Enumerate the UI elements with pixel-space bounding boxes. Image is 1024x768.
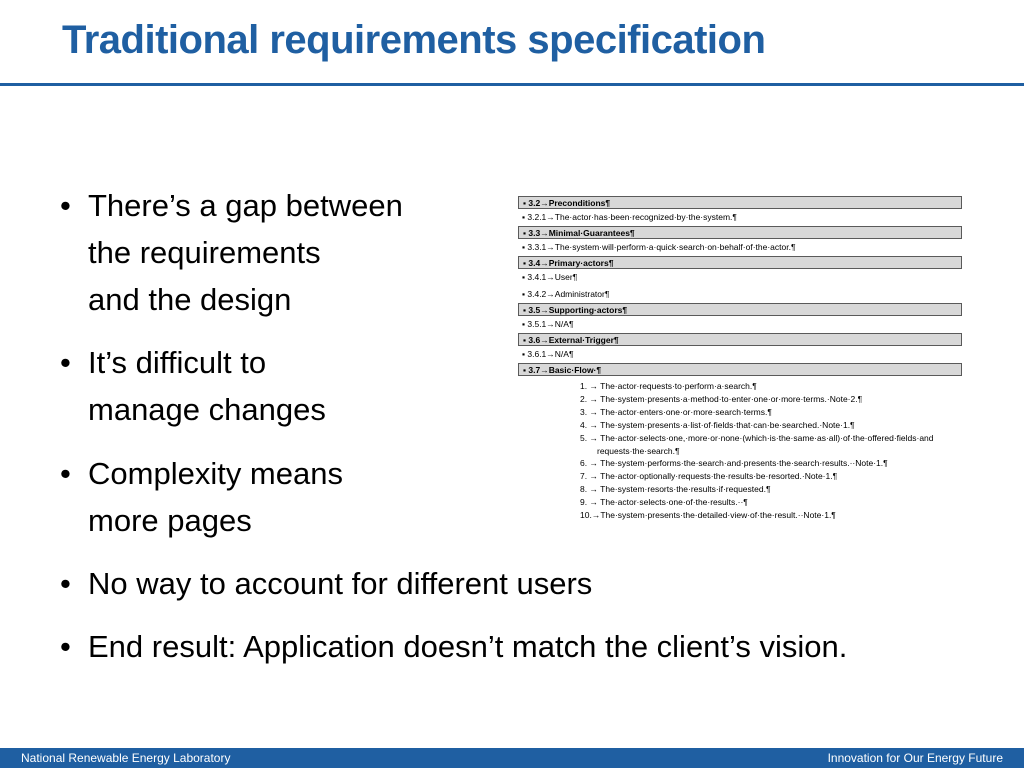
flow-step <box>580 406 962 419</box>
bullet-line: • Complexity means <box>88 455 343 491</box>
section-heading: ▪ 3.6→External·Trigger¶ <box>518 333 962 346</box>
bullet-line: • End result: Application doesn’t match the client’s vision. <box>88 628 848 664</box>
section-heading: ▪ 3.3→Minimal·Guarantees¶ <box>518 226 962 239</box>
flow-step-text: 5. → The·actor·selects·one,·more·or·none·(which·is·the·same·as·all)·of·the·offered·fields·and <box>580 432 934 443</box>
section-item: ▪ 3.5.1→N/A¶ <box>522 319 574 329</box>
section-item: ▪ 3.4.1→User¶ <box>522 272 578 282</box>
basic-flow-list <box>518 380 962 522</box>
flow-step <box>580 483 962 496</box>
section-heading: ▪ 3.2→Preconditions¶ <box>518 196 962 209</box>
section-heading: ▪ 3.5→Supporting·actors¶ <box>518 303 962 316</box>
flow-step-text: 2. → The·system·presents·a·method·to·enter·one·or·more·terms.·Note·2.¶ <box>580 393 863 404</box>
flow-step-continuation: requests·the·search.¶ <box>597 445 680 456</box>
section-heading: ▪ 3.7→Basic·Flow·¶ <box>518 363 962 376</box>
footer-organization: National Renewable Energy Laboratory <box>21 751 231 765</box>
flow-step <box>580 432 962 458</box>
flow-step <box>580 509 962 522</box>
section-item: ▪ 3.6.1→N/A¶ <box>522 349 574 359</box>
flow-step-text: 10.→The·system·presents·the·detailed·view·of·the·result.··Note·1.¶ <box>580 510 836 521</box>
flow-step <box>580 380 962 393</box>
section-item: ▪ 3.2.1→The·actor·has·been·recognized·by·the·system.¶ <box>522 212 737 222</box>
title-divider <box>0 83 1024 86</box>
flow-step <box>580 470 962 483</box>
slide-title: Traditional requirements specification <box>62 18 766 62</box>
flow-step-text: 3. → The·actor·enters·one·or·more·search·terms.¶ <box>580 406 772 417</box>
footer-bar <box>0 748 1024 768</box>
flow-step <box>580 393 962 406</box>
flow-step-text: 4. → The·system·presents·a·list·of·fields·that·can·be·searched.·Note·1.¶ <box>580 419 855 430</box>
flow-step <box>580 496 962 509</box>
bullet-line: the requirements <box>88 235 321 271</box>
bullet-item <box>60 623 847 670</box>
section-item: ▪ 3.3.1→The·system·will·perform·a·quick·search·on·behalf·of·the·actor.¶ <box>522 242 796 252</box>
bullet-line: • No way to account for different users <box>88 565 593 601</box>
flow-step-text: 1. → The·actor·requests·to·perform·a·search.¶ <box>580 381 757 391</box>
footer-tagline: Innovation for Our Energy Future <box>827 751 1003 765</box>
bullet-line: more pages <box>88 502 252 538</box>
bullet-line: • It’s difficult to <box>88 345 267 381</box>
section-heading: ▪ 3.4→Primary·actors¶ <box>518 256 962 269</box>
flow-step-text: 8. → The·system·resorts·the·results·if·requested.¶ <box>580 484 771 495</box>
bullet-item <box>60 560 847 607</box>
flow-step-text: 7. → The·actor·optionally·requests·the·results·be·resorted.·Note·1.¶ <box>580 471 838 482</box>
bullet-line: manage changes <box>88 392 326 428</box>
flow-step-text: 9. → The·actor·selects·one·of·the·results.··¶ <box>580 497 748 508</box>
flow-step <box>580 457 962 470</box>
section-item: ▪ 3.4.2→Administrator¶ <box>522 289 610 299</box>
bullet-line: • There’s a gap between <box>88 188 403 223</box>
requirements-document-excerpt <box>518 196 962 522</box>
flow-step-text: 6. → The·system·performs·the·search·and·presents·the·search·results.··Note·1.¶ <box>580 458 888 469</box>
flow-step <box>580 419 962 432</box>
bullet-line: and the design <box>88 282 292 318</box>
